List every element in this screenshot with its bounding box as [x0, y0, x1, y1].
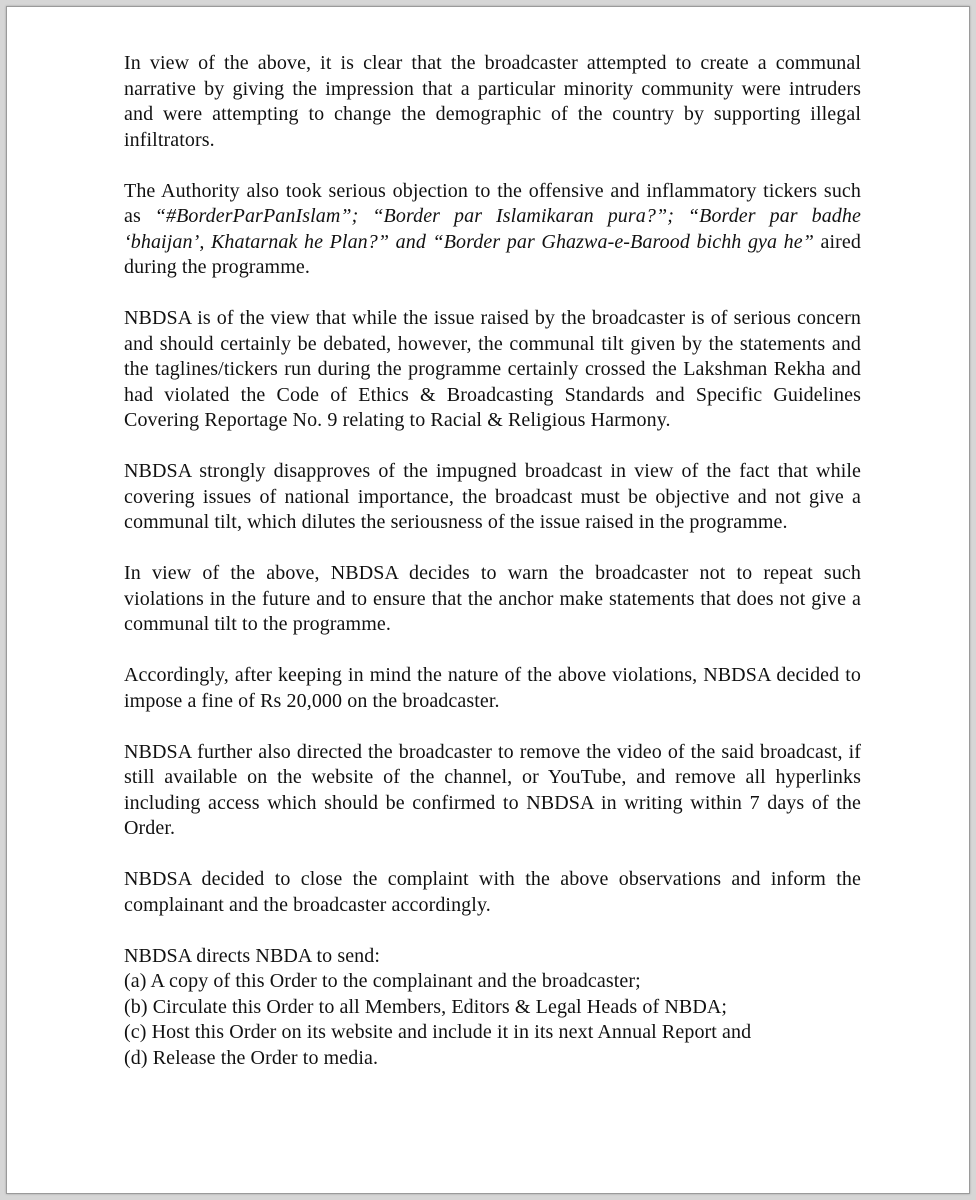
paragraph-nbdsa-view: NBDSA is of the view that while the issue raised by the broadcaster is of serious concern and should certainly be debated, however, the communal tilt given by the statements and the taglines/tickers run during the programme certainly crossed the Lakshman Rekha and had violated the Code of Ethics & Broadcasting Standards and Specific Guidelines Covering Reportage No. 9 relating to Racial & Religious Harmony. — [124, 307, 861, 431]
direction-item: (d) Release the Order to media. — [124, 1046, 379, 1069]
tickers-quoted-text: “#BorderParPanIslam”; “Border par Islamikaran pura?”; “Border par badhe ‘bhaijan’, Khatarnak he Plan?” and “Border par Ghazwa-e-Barood bichh gya he” — [124, 205, 861, 253]
direction-item: (b) Circulate this Order to all Members, Editors & Legal Heads of NBDA; — [124, 995, 728, 1018]
document-body — [124, 51, 861, 1071]
direction-item: (a) A copy of this Order to the complainant and the broadcaster; — [124, 970, 641, 992]
paragraph-close-complaint: NBDSA decided to close the complaint with the above observations and inform the complainant and the broadcaster accordingly. — [124, 868, 861, 916]
directions-intro: NBDSA directs NBDA to send: — [124, 944, 381, 967]
tickers-closing-text: aired during the programme. — [124, 230, 861, 278]
paragraph-communal-narrative: In view of the above, it is clear that the broadcaster attempted to create a communal narrative by giving the impression that a particular minority community were intruders and were attempting to change the demographic of the country by supporting illegal infiltrators. — [124, 52, 861, 151]
paragraph-tickers — [124, 179, 861, 281]
directions-list — [124, 944, 861, 1072]
document-page — [6, 6, 970, 1194]
paragraph-fine: Accordingly, after keeping in mind the nature of the above violations, NBDSA decided to impose a fine of Rs 20,000 on the broadcaster. — [124, 664, 861, 712]
paragraph-video-removal: NBDSA further also directed the broadcaster to remove the video of the said broadcast, if still available on the website of the channel, or YouTube, and remove all hyperlinks including access which should be confirmed to NBDSA in writing within 7 days of the Order. — [124, 740, 861, 839]
tickers-intro-text: The Authority also took serious objection to the offensive and inflammatory tickers such as — [124, 179, 861, 227]
paragraph-disapproval: NBDSA strongly disapproves of the impugned broadcast in view of the fact that while covering issues of national importance, the broadcast must be objective and not give a communal tilt, which dilutes the seriousness of the issue raised in the programme. — [124, 460, 861, 533]
paragraph-warning: In view of the above, NBDSA decides to warn the broadcaster not to repeat such violations in the future and to ensure that the anchor make statements that does not give a communal tilt to the programme. — [124, 562, 861, 635]
direction-item: (c) Host this Order on its website and include it in its next Annual Report and — [124, 1021, 752, 1043]
